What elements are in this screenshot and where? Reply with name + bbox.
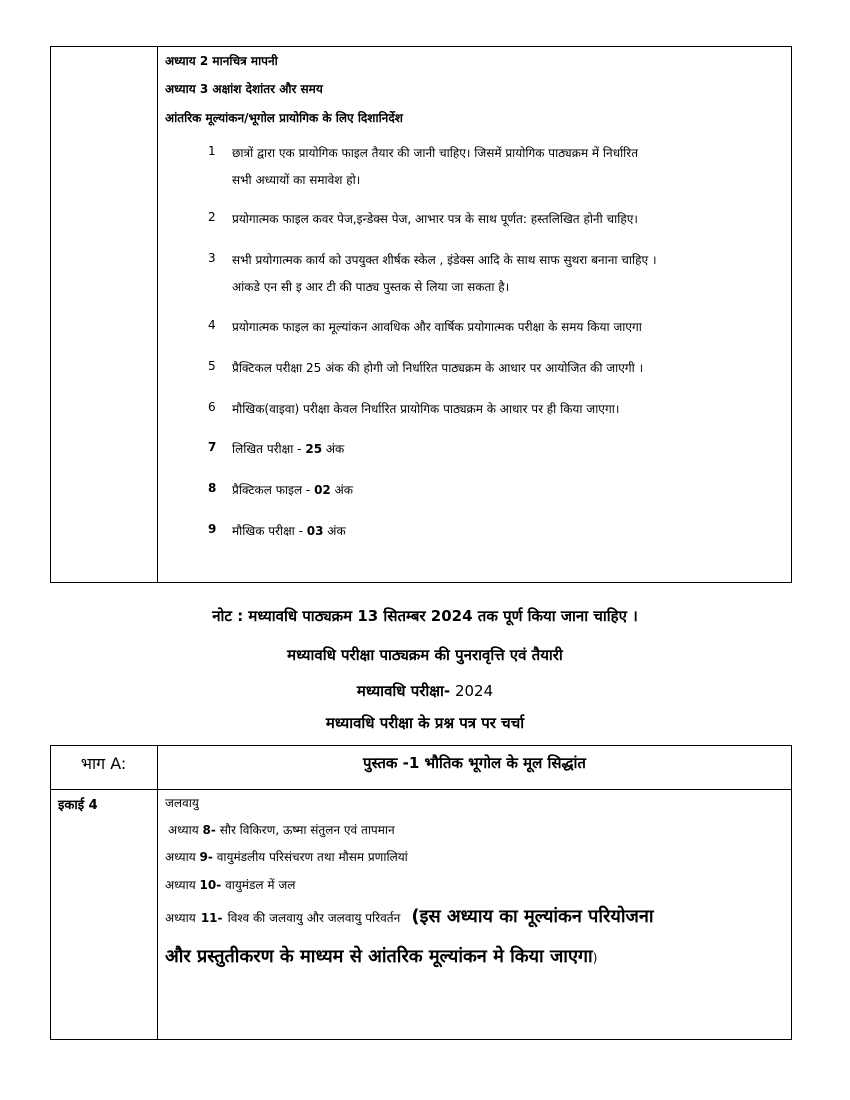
chapter-label: अध्याय — [168, 823, 199, 837]
item-number: 7 — [208, 440, 217, 454]
chapter-text: विश्व की जलवायु और जलवायु परिवर्तन — [227, 911, 401, 925]
chapter-label: अध्याय — [165, 911, 196, 925]
assessment-note-text: और प्रस्तुतीकरण के माध्यम से आंतरिक मूल्यांकन मे किया जाएगा — [165, 946, 593, 967]
item-text-line: प्रैक्टिकल परीक्षा 25 अंक की होगी जो निर्धारित पाठ्यक्रम के आधार पर आयोजित की जाएगी । — [232, 361, 644, 375]
note-revision: मध्यावधि परीक्षा पाठ्यक्रम की पुनरावृत्ति एवं तैयारी — [287, 646, 563, 664]
chapter-text: वायुमंडल में जल — [225, 878, 296, 892]
item-text-line: प्रयोगात्मक फाइल का मूल्यांकन आवधिक और वार्षिक प्रयोगात्मक परीक्षा के समय किया जाएगा — [232, 320, 642, 334]
chapter-text: वायुमंडलीय परिसंचरण तथा मौसम प्रणालियां — [216, 850, 408, 864]
guidelines-heading: आंतरिक मूल्यांकन/भूगोल प्रायोगिक के लिए दिशानिर्देश — [165, 111, 403, 125]
item-text-line: मौखिक(वाइवा) परीक्षा केवल निर्धारित प्रायोगिक पाठ्यक्रम के आधार पर ही किया जाएगा। — [232, 402, 620, 416]
item-number: 4 — [208, 318, 216, 332]
marks-unit: अंक — [325, 442, 345, 456]
marks-label: मौखिक परीक्षा - — [232, 524, 303, 538]
unit-label: इकाई 4 — [58, 798, 98, 813]
marks-label: प्रैक्टिकल फाइल - — [232, 483, 311, 497]
item-text-line: प्रयोगात्मक फाइल कवर पेज,इन्डेक्स पेज, आभार पत्र के साथ पूर्णत: हस्तलिखित होनी चाहिए। — [232, 212, 638, 226]
chapter-label: अध्याय — [165, 850, 196, 864]
chapter-9 — [165, 850, 408, 864]
item-text-line: सभी अध्यायों का समावेश हो। — [232, 173, 361, 187]
chapter-3: अध्याय 3 अक्षांश देशांतर और समय — [165, 82, 323, 96]
chapter-num: 9- — [199, 850, 213, 864]
note-midterm-exam — [0, 682, 850, 700]
item-number: 5 — [208, 359, 216, 373]
chapter-8 — [168, 823, 395, 837]
top-table — [50, 46, 792, 583]
marks-value: 25 — [305, 442, 323, 456]
chapter-10 — [165, 878, 295, 892]
marks-label: लिखित परीक्षा - — [232, 442, 302, 456]
marks-text — [232, 522, 346, 539]
bottom-table-header-rule — [50, 789, 792, 790]
note-discussion: मध्यावधि परीक्षा के प्रश्न पत्र पर चर्चा — [325, 714, 525, 732]
item-number: 3 — [208, 251, 216, 265]
item-number: 1 — [208, 144, 216, 158]
part-label: भाग A: — [80, 754, 127, 773]
top-table-divider — [157, 46, 158, 583]
midterm-label: मध्यावधि परीक्षा- — [356, 682, 451, 700]
chapter-num: 11- — [200, 911, 223, 925]
item-number: 6 — [208, 400, 216, 414]
assessment-note-close: ) — [592, 951, 598, 965]
marks-value: 03 — [306, 524, 324, 538]
chapter-num: 10- — [199, 878, 222, 892]
chapter-text: सौर विकिरण, ऊष्मा संतुलन एवं तापमान — [219, 823, 395, 837]
book-title: पुस्तक -1 भौतिक भूगोल के मूल सिद्धांत — [363, 754, 586, 772]
item-number: 2 — [208, 210, 216, 224]
item-text-line: सभी प्रयोगात्मक कार्य को उपयुक्त शीर्षक स्केल , इंडेक्स आदि के साथ साफ सुथरा बनाना चाहिए । — [232, 253, 657, 267]
chapter-11 — [165, 906, 654, 928]
item-number: 9 — [208, 522, 217, 536]
item-number: 8 — [208, 481, 217, 495]
note-deadline: नोट : मध्यावधि पाठ्यक्रम 13 सितम्बर 2024 तक पूर्ण किया जाना चाहिए । — [212, 607, 638, 625]
topic-climate: जलवायु — [165, 796, 199, 810]
marks-unit: अंक — [327, 524, 346, 538]
chapter-2: अध्याय 2 मानचित्र मापनी — [165, 54, 278, 68]
chapter-num: 8- — [202, 823, 216, 837]
chapter-label: अध्याय — [165, 878, 196, 892]
item-text-line: छात्रों द्वारा एक प्रायोगिक फाइल तैयार की जानी चाहिए। जिसमें प्रायोगिक पाठ्यक्रम में निर्धारित — [232, 146, 639, 160]
marks-text — [232, 440, 344, 457]
midterm-year: 2024 — [454, 682, 494, 700]
marks-text — [232, 481, 353, 498]
marks-value: 02 — [314, 483, 331, 497]
item-text-line: आंकडे एन सी इ आर टी की पाठ्य पुस्तक से लिया जा सकता है। — [232, 280, 510, 294]
assessment-note-end — [165, 946, 597, 968]
marks-unit: अंक — [334, 483, 353, 497]
assessment-note-start: (इस अध्याय का मूल्यांकन परियोजना — [411, 906, 654, 927]
